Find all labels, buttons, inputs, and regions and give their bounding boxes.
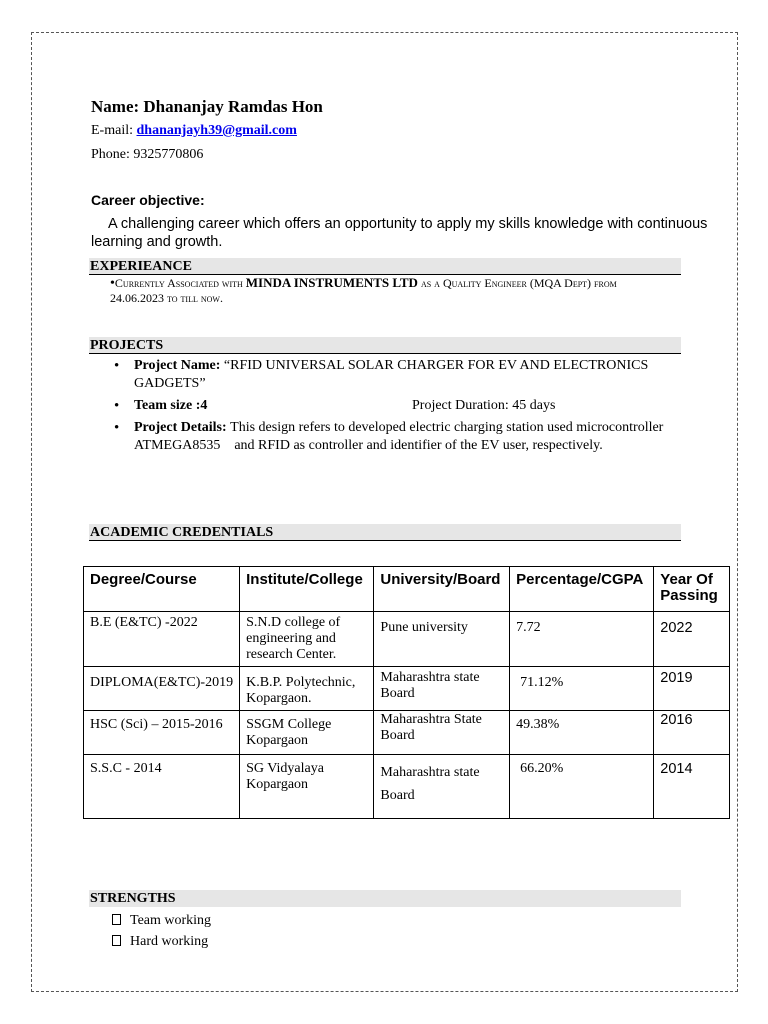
table-cell: 2014	[654, 755, 730, 819]
project-name-item	[110, 357, 710, 393]
table-cell: K.B.P. Polytechnic, Kopargaon.	[240, 667, 374, 711]
col-header-institute: Institute/College	[240, 567, 374, 612]
table-header-row	[84, 567, 730, 612]
strength-label: Team working	[130, 913, 212, 928]
table-cell: 66.20%	[510, 755, 654, 819]
table-row	[84, 612, 730, 667]
experience-company: MINDA INSTRUMENTS LTD	[245, 275, 418, 290]
projects-heading: PROJECTS	[89, 337, 681, 354]
table-cell: HSC (Sci) – 2015-2016	[84, 711, 240, 755]
project-team-label: Team size :4	[134, 398, 208, 413]
table-cell: S.S.C - 2014	[84, 755, 240, 819]
table-cell: 2022	[654, 612, 730, 667]
table-row	[84, 755, 730, 819]
experience-heading: EXPERIEANCE	[89, 258, 681, 275]
table-cell: 2019	[654, 667, 730, 711]
table-cell: 71.12%	[510, 667, 654, 711]
career-objective-text: A challenging career which offers an opportunity to apply my skills knowledge with continuous learning and growth.	[91, 216, 708, 250]
experience-item	[110, 275, 742, 306]
checkbox-square-icon	[112, 914, 121, 925]
strengths-heading: STRENGTHS	[89, 890, 681, 907]
project-duration: Project Duration: 45 days	[412, 398, 556, 413]
email-link[interactable]: dhananjayh39@gmail.com	[136, 123, 297, 138]
col-header-university: University/Board	[374, 567, 510, 612]
project-team-item	[110, 397, 710, 415]
project-name-label: Project Name:	[134, 358, 224, 373]
candidate-name: Name: Dhananjay Ramdas Hon	[91, 97, 323, 116]
experience-date: 24.06.2023 to till now.	[110, 291, 223, 305]
table-cell: Maharashtra State Board	[374, 711, 510, 755]
page-border	[31, 32, 738, 992]
experience-pre: Currently Associated with	[114, 276, 246, 290]
col-header-year: Year Of Passing	[654, 567, 730, 612]
academic-table	[83, 566, 730, 819]
email-line	[91, 123, 297, 139]
phone-line: Phone: 9325770806	[91, 147, 204, 162]
career-objective-heading: Career objective:	[91, 192, 205, 208]
bullet-icon: •	[110, 276, 115, 291]
projects-list	[110, 357, 710, 459]
table-cell: SG Vidyalaya Kopargaon	[240, 755, 374, 819]
list-item	[112, 910, 211, 931]
table-cell: Pune university	[374, 612, 510, 667]
list-item	[112, 931, 211, 952]
table-cell: Maharashtra state Board	[374, 755, 510, 819]
project-details-item	[110, 419, 710, 455]
table-cell: S.N.D college of engineering and research Center.	[240, 612, 374, 667]
table-cell: 49.38%	[510, 711, 654, 755]
col-header-degree: Degree/Course	[84, 567, 240, 612]
project-name-value: “RFID UNIVERSAL SOLAR CHARGER FOR EV AND ELECTRONICS GADGETS”	[134, 358, 649, 391]
email-label: E-mail:	[91, 123, 137, 138]
col-header-percentage: Percentage/CGPA	[510, 567, 654, 612]
project-details-label: Project Details:	[134, 420, 231, 435]
table-row	[84, 711, 730, 755]
checkbox-square-icon	[112, 935, 121, 946]
table-row	[84, 667, 730, 711]
project-details-value: This design refers to developed electric charging station used microcontroller ATMEGA8535 and RFID as controller and identifier of the EV user, respectively.	[134, 420, 667, 453]
table-cell: SSGM College Kopargaon	[240, 711, 374, 755]
table-cell: 7.72	[510, 612, 654, 667]
experience-post: as a Quality Engineer (MQA Dept) from	[417, 276, 617, 290]
table-cell: B.E (E&TC) -2022	[84, 612, 240, 667]
table-cell: DIPLOMA(E&TC)-2019	[84, 667, 240, 711]
table-cell: Maharashtra state Board	[374, 667, 510, 711]
academic-heading: ACADEMIC CREDENTIALS	[89, 524, 681, 541]
table-cell: 2016	[654, 711, 730, 755]
strength-label: Hard working	[130, 934, 209, 949]
strengths-list	[112, 910, 211, 952]
